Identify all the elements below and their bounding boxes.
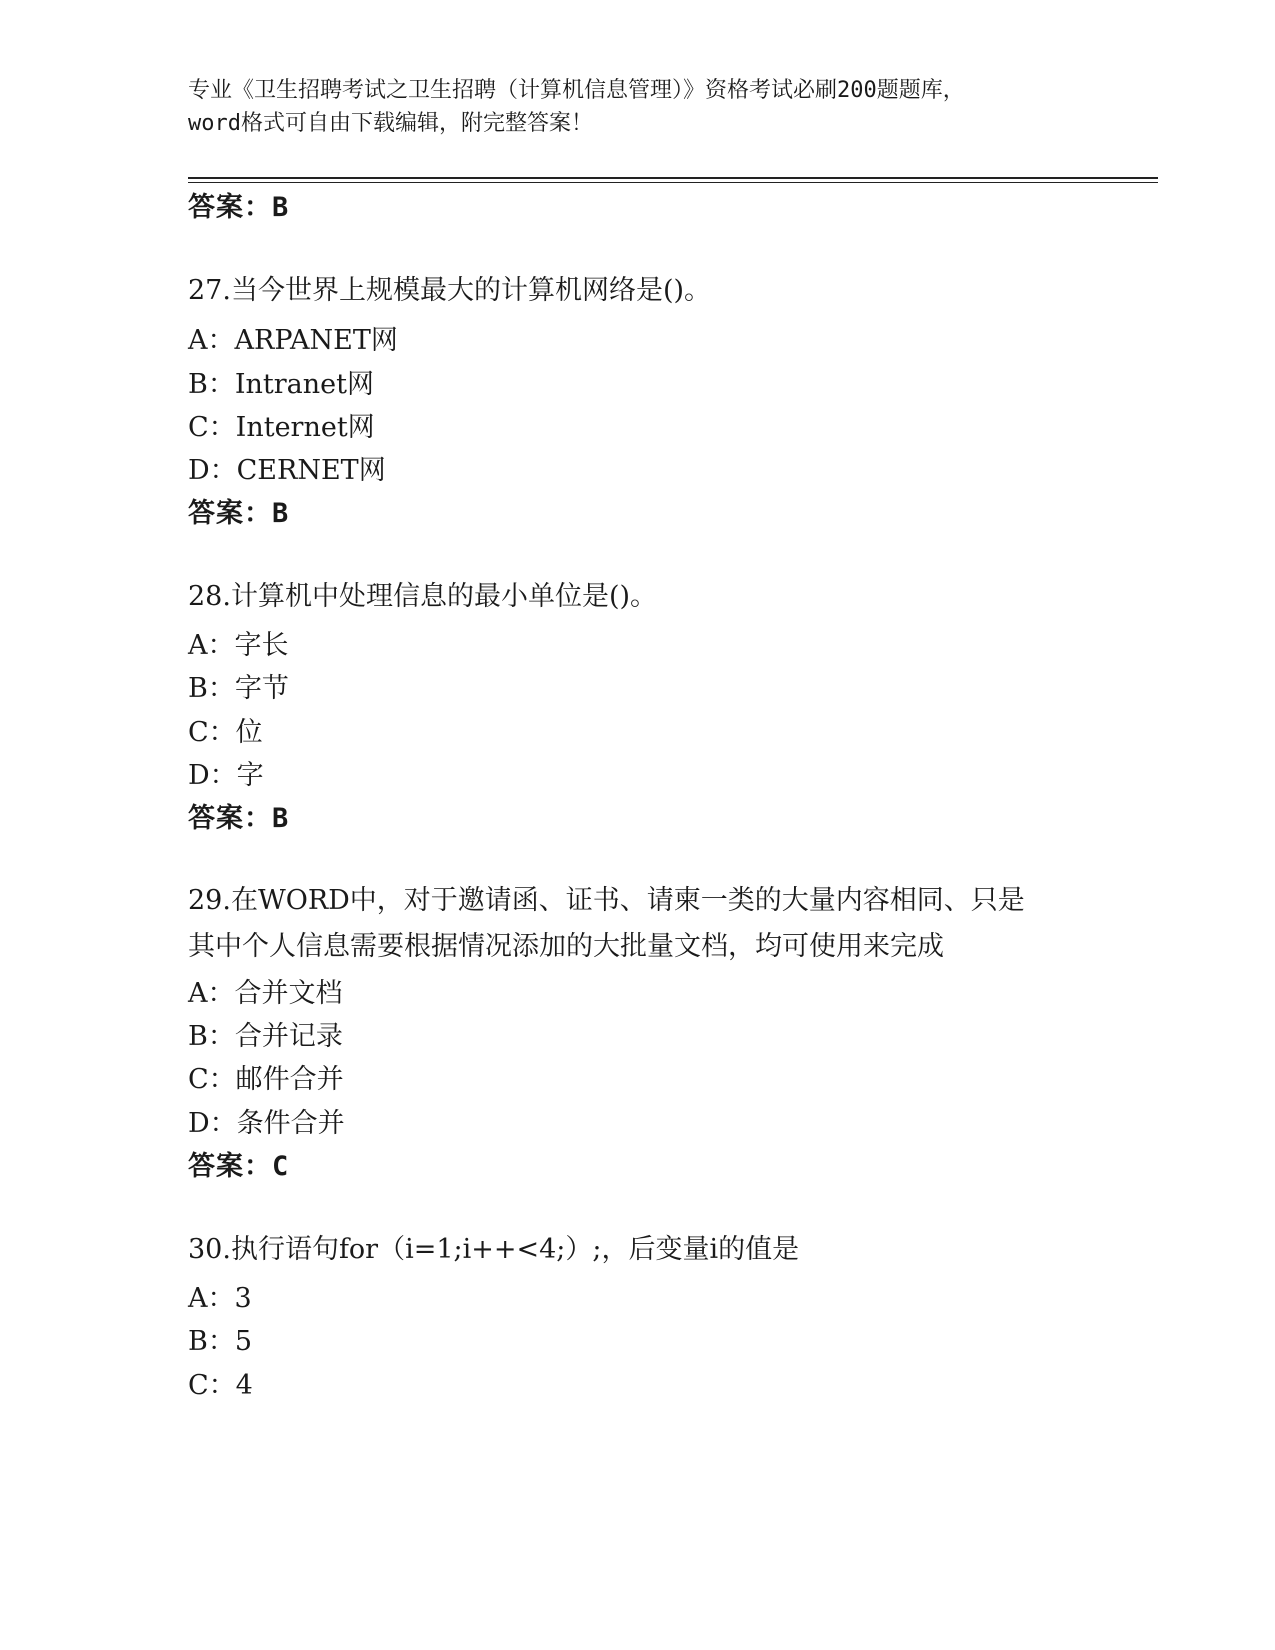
question-29-line-1: 29.在WORD中，对于邀请函、证书、请柬一类的大量内容相同、只是 [188, 885, 1025, 916]
q27-option-a: A：ARPANET网 [188, 325, 398, 356]
answer-prev: 答案：B [188, 192, 290, 223]
q28-answer: 答案：B [188, 803, 290, 834]
q30-option-c: C：4 [188, 1370, 253, 1401]
q28-option-c: C：位 [188, 717, 263, 748]
question-28: 28.计算机中处理信息的最小单位是()。 [188, 581, 658, 612]
document-header [188, 74, 1088, 140]
question-29-line-2: 其中个人信息需要根据情况添加的大批量文档，均可使用来完成 [188, 931, 944, 962]
header-line-1: 专业《卫生招聘考试之卫生招聘（计算机信息管理）》资格考试必刷200题题库， [188, 78, 965, 103]
q28-option-b: B：字节 [188, 673, 289, 704]
q27-option-c: C：Internet网 [188, 412, 375, 443]
header-line-2: word格式可自由下载编辑，附完整答案！ [188, 111, 593, 136]
q29-option-b: B：合并记录 [188, 1021, 343, 1052]
q29-answer: 答案：C [188, 1151, 290, 1182]
question-29 [188, 878, 1068, 970]
header-divider [188, 177, 1158, 183]
q28-option-d: D：字 [188, 760, 264, 791]
q30-option-b: B：5 [188, 1326, 253, 1357]
q29-option-a: A：合并文档 [188, 978, 343, 1009]
question-30: 30.执行语句for（i=1;i++<4;）;，后变量i的值是 [188, 1234, 800, 1265]
q28-option-a: A：字长 [188, 630, 289, 661]
q27-option-d: D：CERNET网 [188, 455, 386, 486]
question-27: 27.当今世界上规模最大的计算机网络是()。 [188, 275, 712, 306]
q27-answer: 答案：B [188, 498, 290, 529]
q29-option-c: C：邮件合并 [188, 1064, 344, 1095]
q30-option-a: A：3 [188, 1283, 252, 1314]
q27-option-b: B：Intranet网 [188, 369, 374, 400]
q29-option-d: D：条件合并 [188, 1108, 345, 1139]
